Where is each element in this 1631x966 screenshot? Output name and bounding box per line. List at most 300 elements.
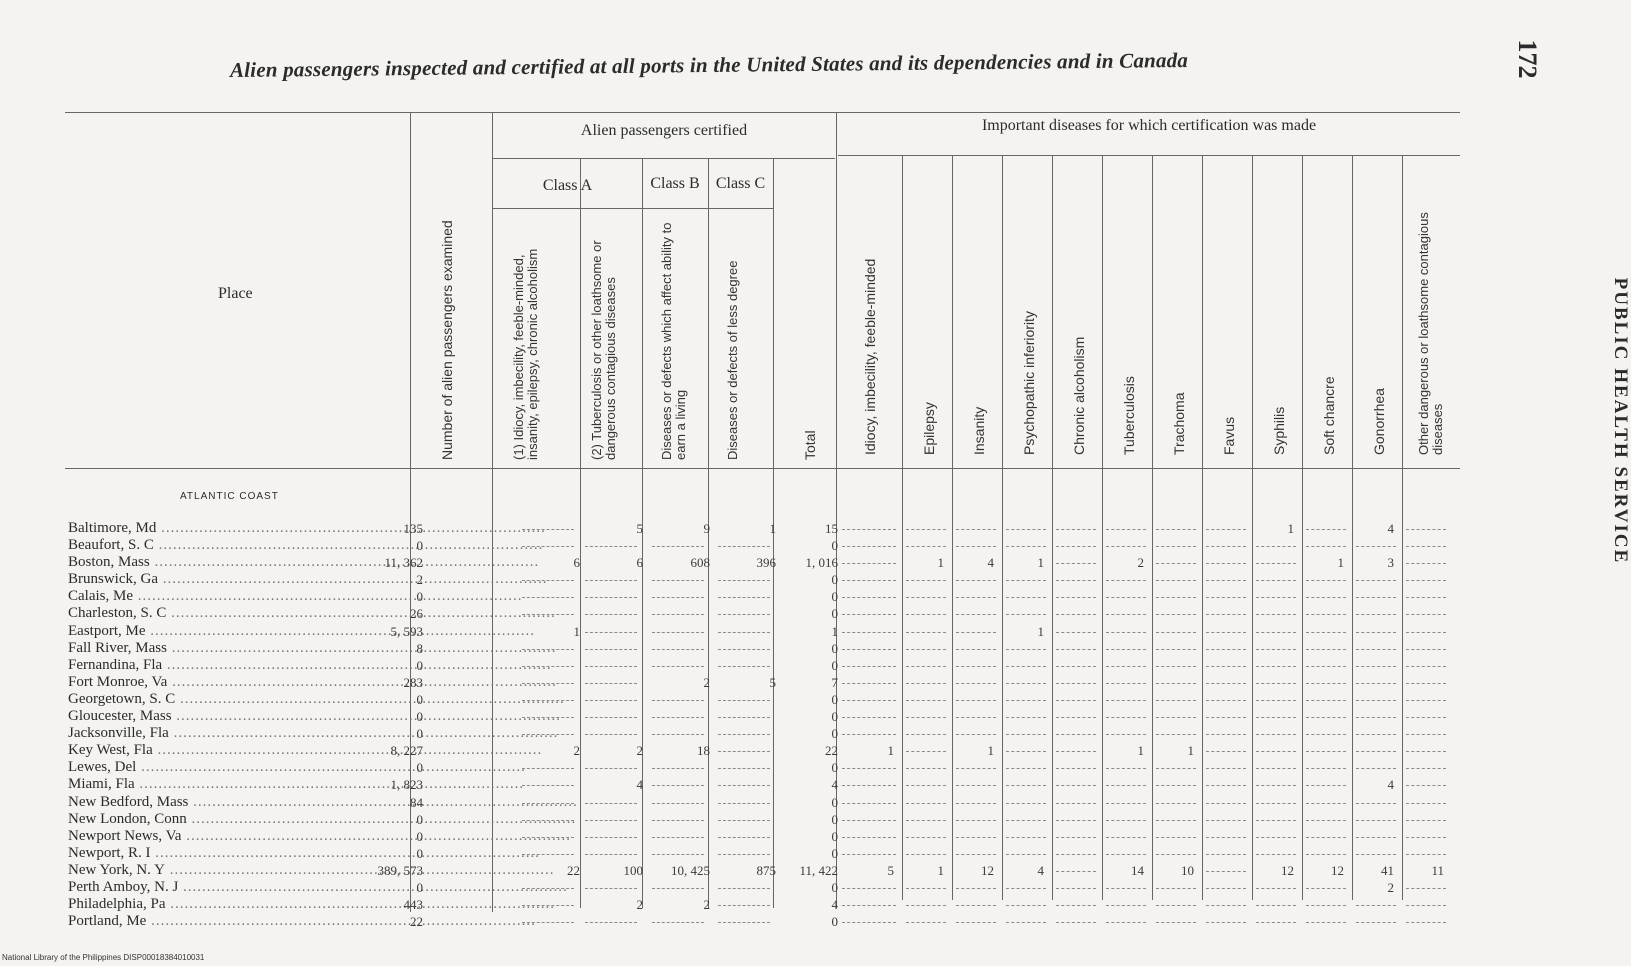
empty-cell-leader (1206, 666, 1246, 667)
empty-cell-leader (1206, 768, 1246, 769)
cell-c: 5 (769, 674, 776, 690)
row-place: Brunswick, Ga ..... (68, 571, 418, 588)
row-place: Gloucester, Mass ..... (68, 708, 418, 725)
empty-cell-leader (1006, 717, 1046, 718)
table-row (68, 811, 1468, 828)
cell-disease-2: 1 (937, 555, 944, 571)
empty-cell-leader (1206, 820, 1246, 821)
empty-cell-leader (1206, 871, 1246, 872)
table-row (68, 879, 1468, 896)
empty-cell-leader (1406, 717, 1446, 718)
cell-disease-1: 1 (887, 743, 894, 759)
empty-cell-leader (1056, 922, 1096, 923)
empty-cell-leader (1406, 666, 1446, 667)
empty-cell-leader (585, 922, 637, 923)
cell-b: 18 (697, 743, 710, 759)
empty-cell-leader (1056, 768, 1096, 769)
diseases-group-header: Important diseases for which certification was made (981, 117, 1317, 134)
cell-total: 0 (831, 640, 838, 656)
empty-cell-leader (842, 597, 896, 598)
empty-cell-leader (842, 700, 896, 701)
cell-b: 608 (690, 555, 710, 571)
empty-cell-leader (1056, 751, 1096, 752)
empty-cell-leader (522, 649, 574, 650)
empty-cell-leader (1356, 597, 1396, 598)
empty-cell-leader (1356, 700, 1396, 701)
empty-cell-leader (1256, 666, 1296, 667)
empty-cell-leader (1106, 717, 1146, 718)
empty-cell-leader (652, 768, 704, 769)
empty-cell-leader (1306, 632, 1346, 633)
empty-cell-leader (1306, 854, 1346, 855)
empty-cell-leader (1206, 837, 1246, 838)
empty-cell-leader (1406, 563, 1446, 564)
empty-cell-leader (1006, 854, 1046, 855)
empty-cell-leader (1106, 632, 1146, 633)
empty-cell-leader (652, 649, 704, 650)
empty-cell-leader (652, 803, 704, 804)
empty-cell-leader (1156, 922, 1196, 923)
table-row (68, 794, 1468, 811)
empty-cell-leader (1006, 649, 1046, 650)
empty-cell-leader (1006, 751, 1046, 752)
empty-cell-leader (1356, 666, 1396, 667)
empty-cell-leader (522, 854, 574, 855)
empty-cell-leader (1006, 580, 1046, 581)
cell-disease-3: 12 (981, 862, 994, 878)
row-place: Baltimore, Md ..... (68, 520, 418, 537)
cell-disease-12: 11 (1431, 862, 1444, 878)
empty-cell-leader (1256, 922, 1296, 923)
empty-cell-leader (1156, 820, 1196, 821)
empty-cell-leader (1006, 837, 1046, 838)
empty-cell-leader (652, 837, 704, 838)
empty-cell-leader (522, 546, 574, 547)
empty-cell-leader (652, 922, 704, 923)
empty-cell-leader (906, 597, 946, 598)
empty-cell-leader (1006, 888, 1046, 889)
empty-cell-leader (1206, 597, 1246, 598)
table-row (68, 759, 1468, 776)
empty-cell-leader (652, 854, 704, 855)
empty-cell-leader (842, 649, 896, 650)
empty-cell-leader (1156, 614, 1196, 615)
cell-c: 875 (756, 862, 776, 878)
empty-cell-leader (1406, 632, 1446, 633)
row-place: New London, Conn ..... (68, 811, 418, 828)
cell-examined: 5, 593 (390, 623, 423, 639)
empty-cell-leader (842, 768, 896, 769)
cell-total: 0 (831, 845, 838, 861)
row-place: Newport News, Va ..... (68, 828, 418, 845)
row-place: Charleston, S. C ..... (68, 605, 418, 622)
empty-cell-leader (1106, 683, 1146, 684)
empty-cell-leader (1106, 785, 1146, 786)
empty-cell-leader (652, 888, 704, 889)
cell-examined: 8 (416, 640, 423, 656)
empty-cell-leader (1406, 683, 1446, 684)
cell-a2: 2 (636, 743, 643, 759)
empty-cell-leader (1206, 529, 1246, 530)
empty-cell-leader (1406, 922, 1446, 923)
empty-cell-leader (522, 922, 574, 923)
empty-cell-leader (1306, 683, 1346, 684)
cell-examined: 0 (416, 538, 423, 554)
cell-total: 0 (831, 828, 838, 844)
disease-header-soft-chancre: Soft chancre (1321, 376, 1337, 455)
empty-cell-leader (1006, 597, 1046, 598)
cell-examined: 0 (416, 845, 423, 861)
row-place: Lewes, Del ..... (68, 759, 418, 776)
empty-cell-leader (1206, 700, 1246, 701)
empty-cell-leader (1256, 563, 1296, 564)
empty-cell-leader (522, 614, 574, 615)
disease-header-trachoma: Trachoma (1171, 392, 1187, 455)
cell-total: 0 (831, 726, 838, 742)
empty-cell-leader (1056, 580, 1096, 581)
table-row (68, 725, 1468, 742)
empty-cell-leader (1106, 546, 1146, 547)
empty-cell-leader (1106, 922, 1146, 923)
empty-cell-leader (842, 580, 896, 581)
empty-cell-leader (1306, 734, 1346, 735)
empty-cell-leader (956, 768, 996, 769)
empty-cell-leader (1206, 751, 1246, 752)
table-row (68, 691, 1468, 708)
table-row (68, 776, 1468, 793)
empty-cell-leader (906, 837, 946, 838)
empty-cell-leader (1006, 666, 1046, 667)
table-row (68, 742, 1468, 759)
total-header: Total (802, 430, 818, 460)
cell-disease-9: 12 (1281, 862, 1294, 878)
empty-cell-leader (1056, 871, 1096, 872)
cell-disease-4: 1 (1037, 623, 1044, 639)
empty-cell-leader (1406, 751, 1446, 752)
empty-cell-leader (956, 700, 996, 701)
cell-total: 4 (831, 777, 838, 793)
empty-cell-leader (1206, 683, 1246, 684)
empty-cell-leader (1306, 768, 1346, 769)
running-head: PUBLIC HEALTH SERVICE (1610, 277, 1631, 565)
empty-cell-leader (585, 632, 637, 633)
row-place: Philadelphia, Pa ..... (68, 896, 418, 913)
cell-total: 7 (831, 674, 838, 690)
page-title: Alien passengers inspected and certified at all ports in the United States and its dependencies and in Canada (229, 47, 1189, 82)
empty-cell-leader (1056, 632, 1096, 633)
cell-total: 0 (831, 811, 838, 827)
empty-cell-leader (1356, 905, 1396, 906)
disease-header-syphilis: Syphilis (1271, 406, 1287, 455)
cell-total: 15 (825, 521, 838, 536)
cell-examined: 22 (410, 914, 423, 930)
empty-cell-leader (1006, 614, 1046, 615)
empty-cell-leader (1106, 649, 1146, 650)
cell-disease-11: 4 (1387, 521, 1394, 536)
empty-cell-leader (906, 785, 946, 786)
class-a2-header: (2) Tuberculosis or other loathsome or dangerous contagious diseases (589, 240, 618, 460)
cell-b: 9 (703, 521, 710, 536)
empty-cell-leader (522, 888, 574, 889)
empty-cell-leader (1256, 717, 1296, 718)
empty-cell-leader (522, 837, 574, 838)
cell-total: 0 (831, 709, 838, 725)
cell-total: 0 (831, 760, 838, 776)
empty-cell-leader (1156, 768, 1196, 769)
class-b-header: Class B (650, 175, 700, 192)
empty-cell-leader (842, 717, 896, 718)
empty-cell-leader (842, 922, 896, 923)
cell-a2: 2 (636, 897, 643, 913)
empty-cell-leader (1306, 649, 1346, 650)
cell-disease-4: 4 (1037, 862, 1044, 878)
row-place: Calais, Me ..... (68, 588, 418, 605)
empty-cell-leader (1156, 649, 1196, 650)
cell-examined: 0 (416, 589, 423, 605)
empty-cell-leader (956, 580, 996, 581)
empty-cell-leader (1256, 905, 1296, 906)
empty-cell-leader (652, 666, 704, 667)
row-place: Portland, Me ..... (68, 913, 418, 930)
empty-cell-leader (585, 717, 637, 718)
empty-cell-leader (956, 666, 996, 667)
empty-cell-leader (1106, 580, 1146, 581)
empty-cell-leader (1306, 888, 1346, 889)
cell-b: 2 (703, 674, 710, 690)
table-row (68, 896, 1468, 913)
empty-cell-leader (842, 632, 896, 633)
empty-cell-leader (1106, 768, 1146, 769)
examined-header: Number of alien passengers examined (439, 220, 455, 460)
empty-cell-leader (956, 546, 996, 547)
empty-cell-leader (1206, 905, 1246, 906)
certified-group-rule (493, 158, 835, 159)
empty-cell-leader (956, 734, 996, 735)
empty-cell-leader (1306, 905, 1346, 906)
cell-total: 0 (831, 606, 838, 622)
empty-cell-leader (522, 580, 574, 581)
table-row (68, 828, 1468, 845)
empty-cell-leader (1256, 597, 1296, 598)
empty-cell-leader (1206, 649, 1246, 650)
empty-cell-leader (956, 820, 996, 821)
cell-examined: 2 (416, 572, 423, 588)
cell-disease-1: 5 (887, 862, 894, 878)
disease-header-alcoholism: Chronic alcoholism (1071, 336, 1087, 455)
empty-cell-leader (652, 546, 704, 547)
cell-disease-6: 2 (1137, 555, 1144, 571)
empty-cell-leader (906, 632, 946, 633)
empty-cell-leader (842, 854, 896, 855)
empty-cell-leader (1306, 837, 1346, 838)
empty-cell-leader (585, 597, 637, 598)
table-row (68, 588, 1468, 605)
empty-cell-leader (1256, 546, 1296, 547)
empty-cell-leader (1406, 837, 1446, 838)
empty-cell-leader (1056, 734, 1096, 735)
empty-cell-leader (1056, 785, 1096, 786)
cell-total: 11, 422 (799, 862, 838, 878)
cell-total: 0 (831, 572, 838, 588)
empty-cell-leader (1106, 734, 1146, 735)
empty-cell-leader (585, 803, 637, 804)
table-row (68, 623, 1468, 640)
empty-cell-leader (956, 717, 996, 718)
row-place: Fort Monroe, Va ..... (68, 674, 418, 691)
empty-cell-leader (1006, 768, 1046, 769)
empty-cell-leader (1206, 803, 1246, 804)
empty-cell-leader (1206, 717, 1246, 718)
empty-cell-leader (1206, 563, 1246, 564)
cell-examined: 389, 573 (377, 862, 423, 878)
cell-c: 1 (769, 521, 776, 536)
empty-cell-leader (585, 854, 637, 855)
row-place: Jacksonville, Fla ..... (68, 725, 418, 742)
empty-cell-leader (956, 614, 996, 615)
cell-examined: 0 (416, 828, 423, 844)
table-top-rule (65, 112, 1460, 113)
empty-cell-leader (1156, 529, 1196, 530)
empty-cell-leader (906, 666, 946, 667)
cell-disease-11: 2 (1387, 879, 1394, 895)
empty-cell-leader (1356, 683, 1396, 684)
empty-cell-leader (585, 700, 637, 701)
cell-examined: 84 (410, 794, 423, 810)
disease-header-idiocy: Idiocy, imbecility, feeble-minded (862, 258, 878, 455)
row-place: Georgetown, S. C ..... (68, 691, 418, 708)
cell-examined: 0 (416, 879, 423, 895)
disease-header-epilepsy: Epilepsy (921, 402, 937, 455)
empty-cell-leader (1356, 614, 1396, 615)
cell-examined: 135 (403, 521, 423, 536)
cell-total: 4 (831, 897, 838, 913)
empty-cell-leader (1156, 563, 1196, 564)
empty-cell-leader (1006, 803, 1046, 804)
cell-disease-2: 1 (937, 862, 944, 878)
cell-examined: 0 (416, 811, 423, 827)
cell-b: 2 (703, 897, 710, 913)
empty-cell-leader (906, 683, 946, 684)
row-place: New York, N. Y ..... (68, 862, 418, 879)
cell-examined: 0 (416, 691, 423, 707)
empty-cell-leader (842, 820, 896, 821)
cell-a2: 5 (636, 521, 643, 536)
empty-cell-leader (1056, 837, 1096, 838)
empty-cell-leader (842, 837, 896, 838)
empty-cell-leader (1306, 922, 1346, 923)
class-rule (493, 208, 773, 209)
empty-cell-leader (1256, 580, 1296, 581)
empty-cell-leader (652, 734, 704, 735)
empty-cell-leader (906, 614, 946, 615)
cell-examined: 0 (416, 709, 423, 725)
cell-total: 0 (831, 794, 838, 810)
empty-cell-leader (906, 768, 946, 769)
empty-cell-leader (1006, 546, 1046, 547)
empty-cell-leader (1306, 597, 1346, 598)
empty-cell-leader (1256, 683, 1296, 684)
cell-a2: 100 (623, 862, 643, 878)
cell-disease-11: 41 (1381, 862, 1394, 878)
empty-cell-leader (1156, 580, 1196, 581)
empty-cell-leader (585, 614, 637, 615)
empty-cell-leader (1056, 614, 1096, 615)
cell-disease-6: 14 (1131, 862, 1144, 878)
disease-header-favus: Favus (1221, 416, 1237, 455)
empty-cell-leader (1056, 717, 1096, 718)
empty-cell-leader (1106, 905, 1146, 906)
empty-cell-leader (842, 905, 896, 906)
row-place: Key West, Fla ..... (68, 742, 418, 759)
empty-cell-leader (1156, 734, 1196, 735)
empty-cell-leader (1156, 717, 1196, 718)
table-row (68, 862, 1468, 879)
empty-cell-leader (1056, 649, 1096, 650)
empty-cell-leader (1106, 666, 1146, 667)
empty-cell-leader (956, 888, 996, 889)
cell-total: 0 (831, 691, 838, 707)
empty-cell-leader (906, 700, 946, 701)
empty-cell-leader (1156, 666, 1196, 667)
empty-cell-leader (1206, 854, 1246, 855)
empty-cell-leader (1256, 888, 1296, 889)
empty-cell-leader (1056, 546, 1096, 547)
empty-cell-leader (1056, 529, 1096, 530)
empty-cell-leader (1406, 597, 1446, 598)
empty-cell-leader (1156, 597, 1196, 598)
empty-cell-leader (1256, 751, 1296, 752)
empty-cell-leader (906, 529, 946, 530)
empty-cell-leader (1206, 888, 1246, 889)
empty-cell-leader (842, 614, 896, 615)
cell-disease-10: 1 (1337, 555, 1344, 571)
empty-cell-leader (522, 700, 574, 701)
empty-cell-leader (1356, 546, 1396, 547)
cell-disease-11: 4 (1387, 777, 1394, 793)
empty-cell-leader (1156, 683, 1196, 684)
empty-cell-leader (1006, 734, 1046, 735)
empty-cell-leader (1306, 717, 1346, 718)
empty-cell-leader (585, 820, 637, 821)
place-header: Place (218, 285, 253, 302)
cell-a2: 6 (636, 555, 643, 571)
row-place: Perth Amboy, N. J ..... (68, 879, 418, 896)
empty-cell-leader (652, 700, 704, 701)
cell-examined: 11, 362 (384, 555, 423, 571)
empty-cell-leader (842, 734, 896, 735)
empty-cell-leader (522, 683, 574, 684)
empty-cell-leader (1356, 854, 1396, 855)
empty-cell-leader (1056, 597, 1096, 598)
table-row (68, 640, 1468, 657)
empty-cell-leader (956, 597, 996, 598)
diseases-group-rule (838, 155, 1460, 156)
empty-cell-leader (522, 666, 574, 667)
empty-cell-leader (1206, 922, 1246, 923)
empty-cell-leader (1406, 700, 1446, 701)
empty-cell-leader (1056, 905, 1096, 906)
class-a1-header: (1) Idiocy, imbecility, feeble-minded, insanity, epilepsy, chronic alcoholism (511, 248, 540, 460)
table-row (68, 554, 1468, 571)
empty-cell-leader (1306, 529, 1346, 530)
empty-cell-leader (1356, 803, 1396, 804)
cell-total: 1, 016 (805, 555, 838, 571)
table-row (68, 537, 1468, 554)
empty-cell-leader (1156, 546, 1196, 547)
empty-cell-leader (652, 614, 704, 615)
empty-cell-leader (1356, 768, 1396, 769)
empty-cell-leader (1306, 751, 1346, 752)
